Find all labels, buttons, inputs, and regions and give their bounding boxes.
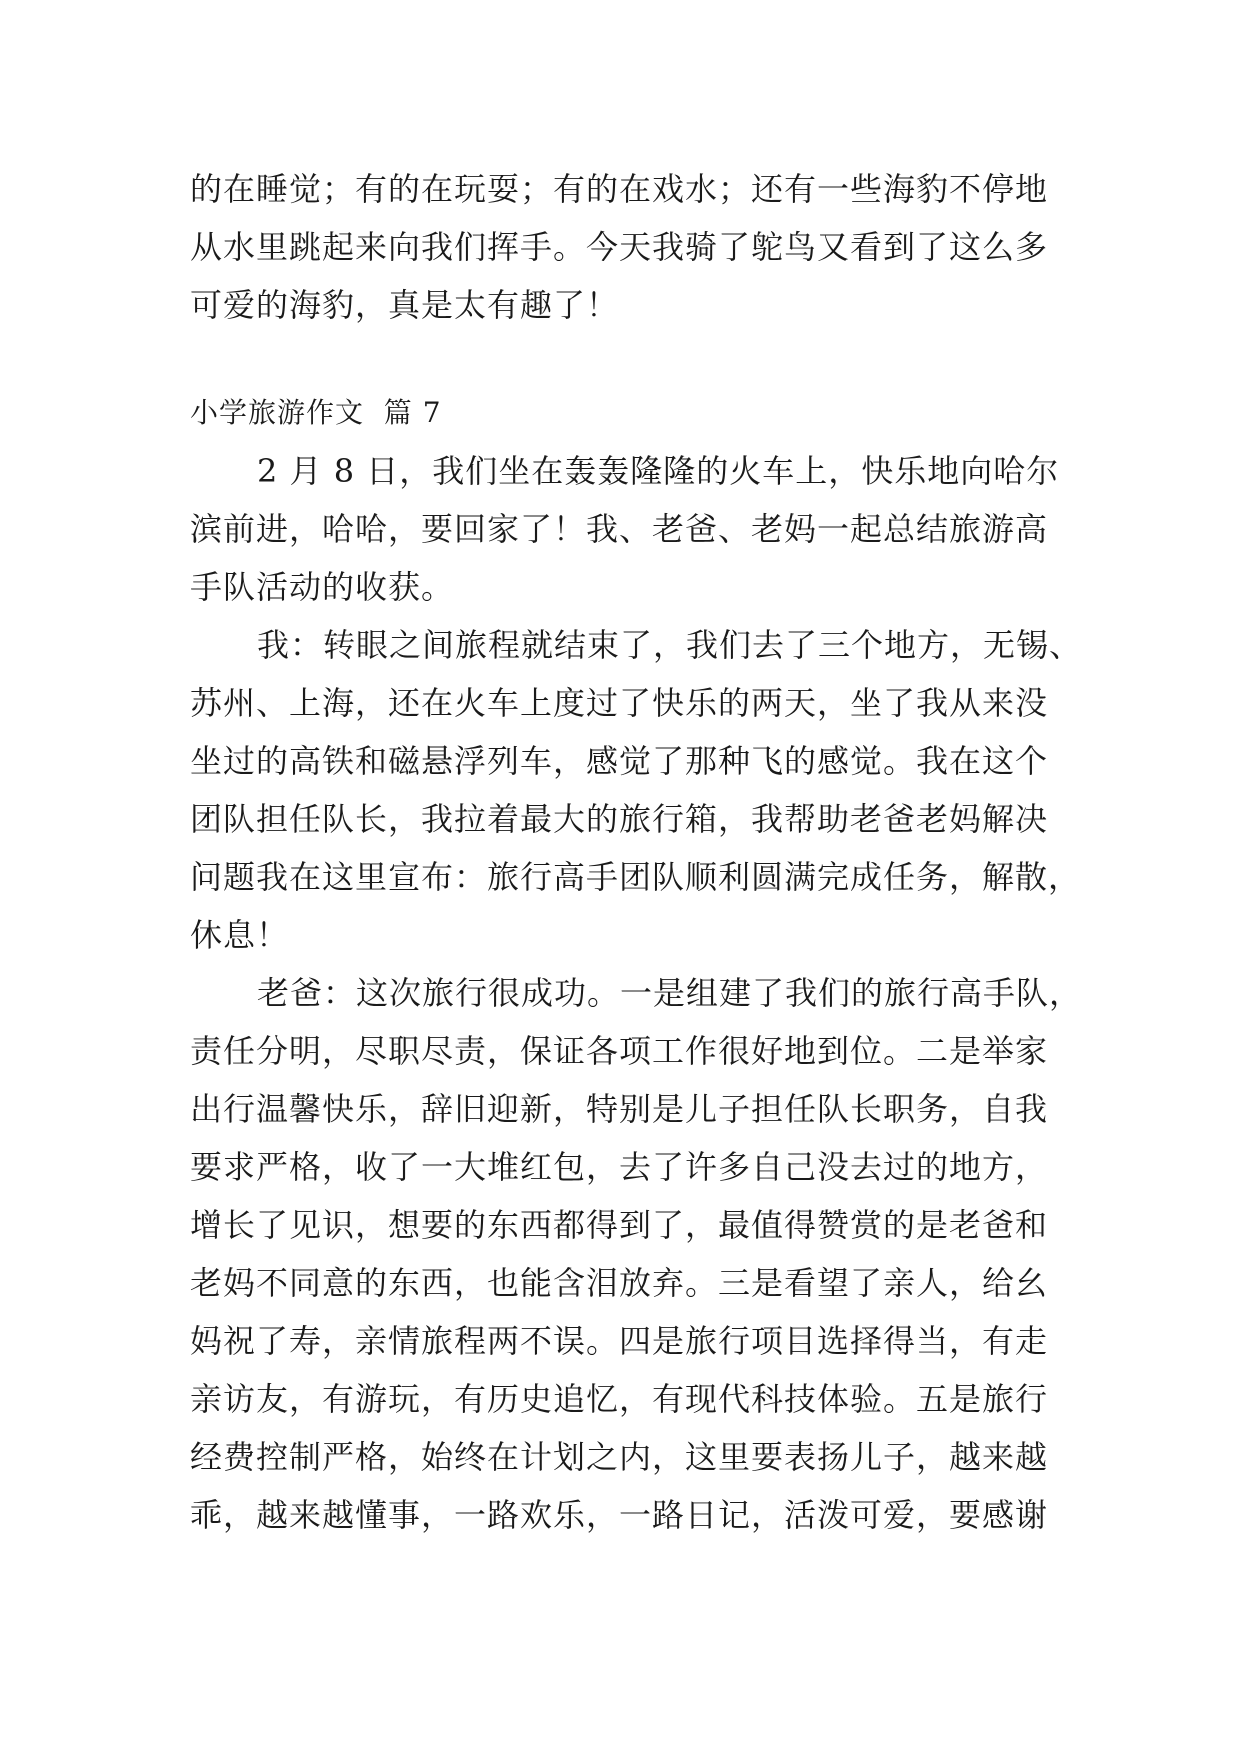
text-line: 的在睡觉；有的在玩耍；有的在戏水；还有一些海豹不停地: [190, 170, 1049, 208]
paragraph-1: [190, 442, 1060, 616]
text-line: 滨前进，哈哈，要回家了！我、老爸、老妈一起总结旅游高: [190, 510, 1049, 548]
text-line: 休息！: [190, 916, 290, 954]
paragraph-gap: [190, 334, 1060, 384]
section-title: 小学旅游作文 篇 7: [190, 396, 442, 429]
top-paragraph: [190, 160, 1060, 334]
text-line: 要求严格，收了一大堆红包，去了许多自己没去过的地方，: [190, 1148, 1049, 1186]
text-line: 出行温馨快乐，辞旧迎新，特别是儿子担任队长职务，自我: [190, 1090, 1049, 1128]
text-line: 坐过的高铁和磁悬浮列车，感觉了那种飞的感觉。我在这个: [190, 742, 1049, 780]
document-page: [190, 160, 1083, 1544]
text-line: 经费控制严格，始终在计划之内，这里要表扬儿子，越来越: [190, 1438, 1049, 1476]
text-line: 我：转眼之间旅程就结束了，我们去了三个地方，无锡、: [257, 626, 1083, 664]
paragraph-2: [190, 616, 1083, 964]
text-line: 苏州、上海，还在火车上度过了快乐的两天，坐了我从来没: [190, 684, 1049, 722]
text-line: 老妈不同意的东西，也能含泪放弃。三是看望了亲人，给幺: [190, 1264, 1049, 1302]
text-line: 手队活动的收获。: [190, 568, 455, 606]
text-line: 增长了见识，想要的东西都得到了，最值得赞赏的是老爸和: [190, 1206, 1049, 1244]
text-line: 亲访友，有游玩，有历史追忆，有现代科技体验。五是旅行: [190, 1380, 1049, 1418]
text-line: 2 月 8 日，我们坐在轰轰隆隆的火车上，快乐地向哈尔: [257, 452, 1060, 490]
text-line: 从水里跳起来向我们挥手。今天我骑了鸵鸟又看到了这么多: [190, 228, 1049, 266]
text-line: 乖，越来越懂事，一路欢乐，一路日记，活泼可爱，要感谢: [190, 1496, 1049, 1534]
text-line: 问题我在这里宣布：旅行高手团队顺利圆满完成任务，解散，: [190, 858, 1082, 896]
text-line: 可爱的海豹，真是太有趣了！: [190, 286, 620, 324]
text-line: 责任分明，尽职尽责，保证各项工作很好地到位。二是举家: [190, 1032, 1049, 1070]
text-line: 团队担任队长，我拉着最大的旅行箱，我帮助老爸老妈解决: [190, 800, 1049, 838]
text-line: 妈祝了寿，亲情旅程两不误。四是旅行项目选择得当，有走: [190, 1322, 1049, 1360]
text-line: 老爸：这次旅行很成功。一是组建了我们的旅行高手队，: [257, 974, 1083, 1012]
paragraph-3: [190, 964, 1083, 1544]
